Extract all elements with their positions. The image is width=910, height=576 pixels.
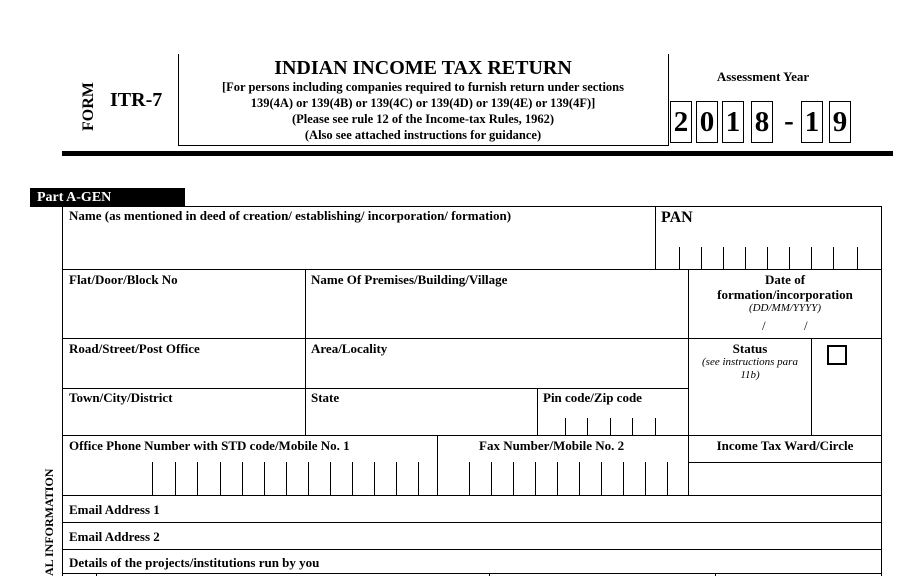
fax-tick [601, 462, 602, 495]
ay-digit: 1 [722, 101, 744, 143]
fax-tick [645, 462, 646, 495]
form-title: INDIAN INCOME TAX RETURN [274, 57, 572, 79]
fax-tick [513, 462, 514, 495]
row4-bottom [62, 435, 882, 436]
phone-tick [152, 462, 153, 495]
header-rule [62, 151, 893, 156]
phone-tick [418, 462, 419, 495]
status-note: (see instructions para [702, 356, 798, 368]
ay-digit: 1 [801, 101, 823, 143]
grid-right [881, 206, 882, 576]
grid-top [62, 206, 882, 207]
row1-bottom [62, 269, 882, 270]
pan-tick [789, 247, 790, 269]
projects-label: Details of the projects/institutions run by you [69, 555, 320, 570]
flat-label: Flat/Door/Block No [69, 272, 178, 287]
road-label: Road/Street/Post Office [69, 341, 200, 356]
pan-tick [767, 247, 768, 269]
ward-label: Income Tax Ward/Circle [716, 438, 854, 453]
status-divider [811, 338, 812, 435]
section-side-label: AL INFORMATION [42, 468, 56, 576]
status-label: Status [732, 341, 768, 356]
pan-tick [723, 247, 724, 269]
date-formation-label: Date of [764, 272, 806, 287]
pan-tick [701, 247, 702, 269]
ay-dash: - [784, 105, 794, 137]
date-format-hint: (DD/MM/YYYY) [748, 302, 822, 314]
ay-digit: 9 [829, 101, 851, 143]
date-sep: / [804, 318, 808, 333]
phone-tick [197, 462, 198, 495]
form-subtitle-3: (Please see rule 12 of the Income-tax Rules, 1962) [291, 112, 555, 126]
email1-label: Email Address 1 [69, 502, 160, 517]
pin-tick [655, 418, 656, 435]
title-box-bottom [178, 145, 668, 146]
ay-digit: 8 [751, 101, 773, 143]
phone-tick [374, 462, 375, 495]
phone-tick [352, 462, 353, 495]
row2-bottom [62, 338, 882, 339]
fax-tick [535, 462, 536, 495]
title-box-right [668, 54, 669, 146]
date-sep: / [762, 318, 766, 333]
pan-divider [655, 206, 656, 270]
fax-tick [469, 462, 470, 495]
email2-label: Email Address 2 [69, 529, 160, 544]
row7-bottom [62, 549, 882, 550]
phone-tick [264, 462, 265, 495]
row2-div1 [305, 269, 306, 436]
pin-label: Pin code/Zip code [543, 390, 642, 405]
date-formation-label-2: formation/incorporation [717, 287, 853, 302]
area-label: Area/Locality [311, 341, 388, 356]
fax-label: Fax Number/Mobile No. 2 [479, 438, 625, 453]
pan-label: PAN [661, 209, 693, 226]
phone-tick [175, 462, 176, 495]
row6-bottom [62, 522, 882, 523]
ward-divider [688, 435, 689, 495]
fax-tick [579, 462, 580, 495]
fax-tick [491, 462, 492, 495]
form-subtitle-2: 139(4A) or 139(4B) or 139(4C) or 139(4D) or 139(4E) or 139(4F)] [250, 96, 596, 110]
assessment-year-label: Assessment Year [716, 69, 810, 84]
part-a-gen-label: Part A-GEN [30, 188, 185, 207]
ay-digit: 0 [696, 101, 718, 143]
phone-label: Office Phone Number with STD code/Mobile No. 1 [69, 438, 350, 453]
town-label: Town/City/District [69, 390, 173, 405]
status-note-2: 11b) [740, 369, 760, 381]
form-subtitle-1: [For persons including companies required to furnish return under sections [221, 80, 624, 94]
row3-bottom [62, 388, 688, 389]
pan-tick [811, 247, 812, 269]
grid-left [62, 206, 63, 576]
pin-tick [610, 418, 611, 435]
phone-fax-divider [437, 435, 438, 495]
pan-tick [745, 247, 746, 269]
pin-tick [632, 418, 633, 435]
ward-inner [688, 462, 882, 463]
name-label: Name (as mentioned in deed of creation/ establishing/ incorporation/ formation) [69, 208, 512, 223]
row8-bottom [62, 573, 882, 574]
state-label: State [311, 390, 340, 405]
fax-tick [667, 462, 668, 495]
phone-tick [286, 462, 287, 495]
row5-bottom [62, 495, 882, 496]
phone-tick [330, 462, 331, 495]
form-word: FORM [80, 82, 97, 131]
form-subtitle-4: (Also see attached instructions for guidance) [304, 128, 542, 142]
pin-tick [565, 418, 566, 435]
fax-tick [623, 462, 624, 495]
phone-tick [220, 462, 221, 495]
pan-tick [857, 247, 858, 269]
pan-tick [679, 247, 680, 269]
pin-tick [587, 418, 588, 435]
ay-digit: 2 [670, 101, 692, 143]
phone-tick [242, 462, 243, 495]
pin-divider [537, 388, 538, 436]
fax-tick [557, 462, 558, 495]
pan-tick [833, 247, 834, 269]
status-checkbox[interactable] [827, 345, 847, 365]
phone-tick [308, 462, 309, 495]
phone-tick [396, 462, 397, 495]
premises-label: Name Of Premises/Building/Village [311, 272, 508, 287]
form-code: ITR-7 [110, 89, 163, 111]
